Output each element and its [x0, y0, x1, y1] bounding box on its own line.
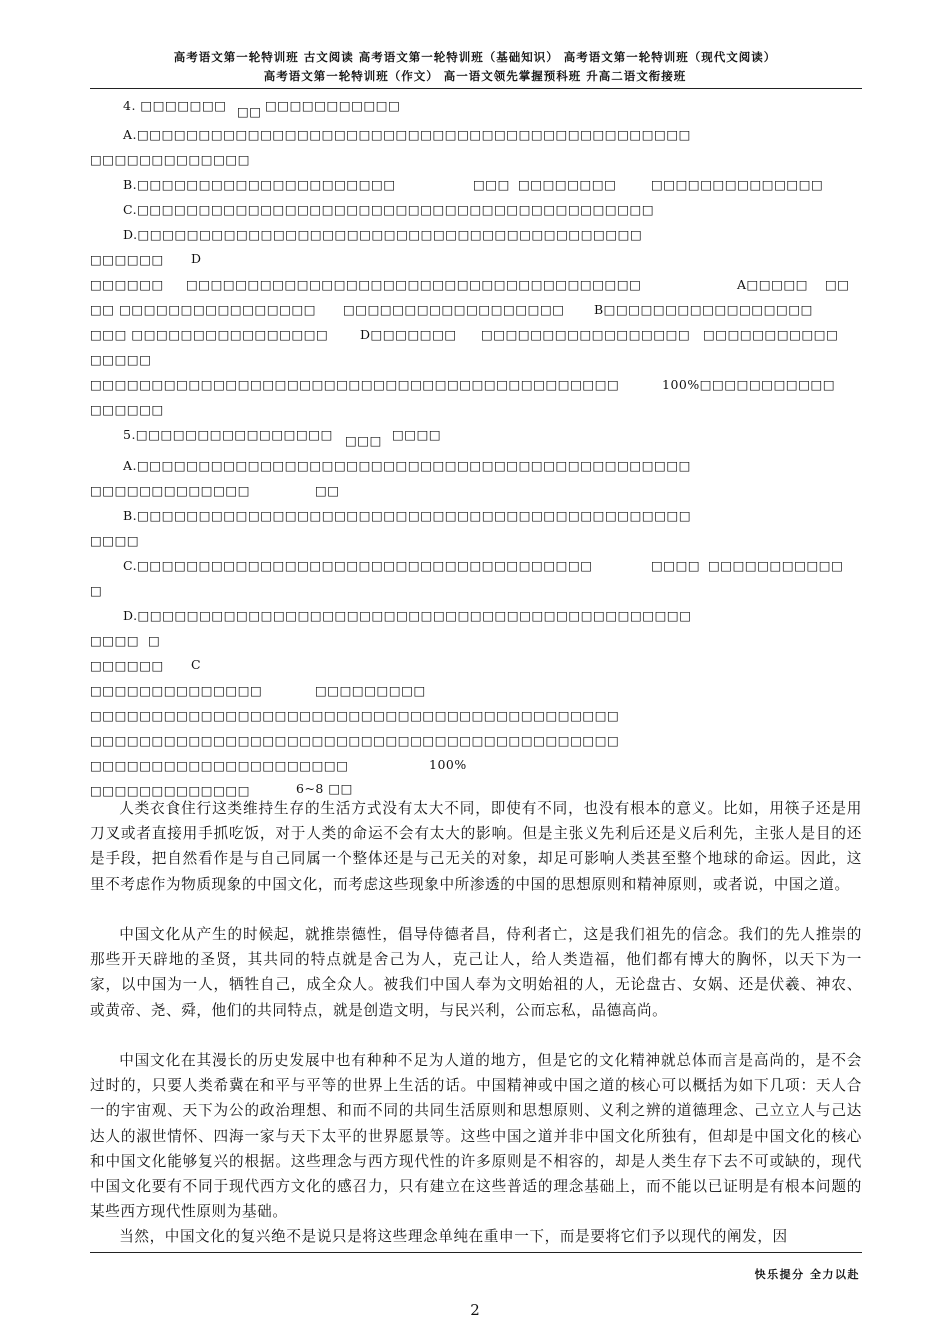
garbled-text-line: 6~8 □□ [296, 781, 353, 796]
garbled-text-line: □□ □□□□□□□□□□□□□□□□ [90, 302, 317, 317]
garbled-text-line: □□□□□□□□□□□□□□□□□□ [343, 302, 565, 317]
garbled-text-line: □□□□□□ [90, 252, 164, 267]
garbled-text-line: □□□□□□□□□□□□□□□□□□□□□□□□□□□□□□□□□□□□□□□□□□□ [90, 733, 620, 748]
garbled-text-line: □□□□ [651, 558, 701, 573]
body-paragraph-3: 中国文化在其漫长的历史发展中也有种种不足为人道的地方，但是它的文化精神就总体而言是高尚的，是不会过时的，只要人类希冀在和平与平等的世界上生活的话。中国精神或中国之道的核心可以概括为如下几项：天人合一的宇宙观、天下为公的政治理想、和而不同的共同生活原则和思想原则、义利之辨的道德理念、己立立人与己达达人的淑世情怀、四海一家与天下太平的世界愿景等。这些中国之道并非中国文化所独有，但却是中国文化的核心和中国文化能够复兴的根据。这些理念与西方现代性的许多原则是不相容的，却是人类生存下去不可或缺的，现代中国文化要有不同于现代西方文化的感召力，只有建立在这些普适的理念基础上，而不能以已证明是有根本问题的某些西方现代性原则为基础。 [90, 1052, 862, 1221]
garbled-text-line: □ [148, 633, 161, 648]
garbled-text-line: A.□□□□□□□□□□□□□□□□□□□□□□□□□□□□□□□□□□□□□□□□□□□□□ [123, 127, 691, 142]
page-number: 2 [470, 1301, 480, 1319]
garbled-text-line: □□□□□□□□□□□□□□□□□ [481, 327, 691, 342]
footer-slogan: 快乐提分 全力以赴 [754, 1268, 860, 1281]
garbled-text-line: □□□□□ [90, 352, 152, 367]
header-rule [90, 88, 862, 89]
body-paragraph-2: 中国文化从产生的时候起，就推崇德性，倡导侍德者昌，侍利者亡，这是我们祖先的信念。我们的先人推崇的那些开天辟地的圣贤，其共同的特点就是舍己为人，克己让人，给人类造福，他们都有博大的胸怀，以天下为一家，以中国为一人，牺牲自己，成全众人。被我们中国人奉为文明始祖的人，无论盘古、女娲、还是伏羲、神农、或黄帝、尧、舜，他们的共同特点，就是创造文明，与民兴利，公而忘私，品德高尚。 [90, 926, 862, 1019]
garbled-text-line: □□□□□□□□□□□□□□□□□□□□□□□□□□□□□□□□□□□□□□□□□□□ [90, 377, 620, 392]
body-paragraph-1: 人类衣食住行这类维持生存的生活方式没有太大不同，即使有不同，也没有根本的意义。比如，用筷子还是用刀叉或者直接用手抓吃饭，对于人类的命运不会有太大的影响。但是主张义先利后还是义后利先，主张人是目的还是手段，把自然看作是与自己同属一个整体还是与己无关的对象，却足可影响人类甚至整个地球的命运。因此，这里不考虑作为物质现象的中国文化，而考虑这些现象中所渗透的中国的思想原则和精神原则，或者说，中国之道。 [90, 800, 862, 893]
garbled-text-line: □□□□□□□□□ [315, 683, 426, 698]
garbled-text-line: □□□□□□□□□□□□□ [90, 152, 251, 167]
garbled-text-line: □□□□□□ [90, 277, 164, 292]
garbled-text-line: □□ [825, 277, 850, 292]
footer-rule [90, 1252, 862, 1253]
garbled-text-line: A.□□□□□□□□□□□□□□□□□□□□□□□□□□□□□□□□□□□□□□□□□□□□□ [123, 458, 691, 473]
garbled-text-line: □□□□□□□□□□□□□□□□□□□□□ [90, 758, 349, 773]
garbled-text-line: □□□□□□ [90, 658, 164, 673]
garbled-text-line: □ [90, 583, 103, 598]
garbled-text-line: B.□□□□□□□□□□□□□□□□□□□□□□□□□□□□□□□□□□□□□□□□□□□□□ [123, 508, 692, 523]
garbled-text-line: □□□□□□□□□□□□□□ [651, 177, 824, 192]
garbled-text-line: □□□□□□□□□□□□□□ [90, 683, 263, 698]
body-paragraph-4: 当然，中国文化的复兴绝不是说只是将这些理念单纯在重申一下，而是要将它们予以现代的阐发，因 [119, 1228, 788, 1245]
garbled-text-line: C [191, 657, 202, 672]
garbled-text-line: B.□□□□□□□□□□□□□□□□□□□□□ [123, 177, 396, 192]
header-line-2: 高考语文第一轮特训班（作文） 高一语文领先掌握预科班 升高二语文衔接班 [263, 69, 687, 83]
garbled-text-line: □□□□□□ [90, 402, 164, 417]
garbled-text-line: D [191, 251, 202, 266]
garbled-text-line: □□□□□□□□□□□□□□□□□□□□□□□□□□□□□□□□□□□□□ [186, 277, 642, 292]
garbled-text-line: D.□□□□□□□□□□□□□□□□□□□□□□□□□□□□□□□□□□□□□□□□□ [123, 227, 643, 242]
garbled-text-line: □□□□□□□□ [518, 177, 617, 192]
garbled-text-line: □□□□□□□□□□□□□ [90, 483, 251, 498]
garbled-text-line: D.□□□□□□□□□□□□□□□□□□□□□□□□□□□□□□□□□□□□□□□□□□□□□ [123, 608, 692, 623]
garbled-text-line: □□ [237, 104, 262, 119]
garbled-text-line: □□□□ [90, 633, 140, 648]
garbled-text-line: A□□□□□ [737, 277, 809, 292]
garbled-text-line: 5.□□□□□□□□□□□□□□□□ [123, 427, 333, 442]
garbled-text-line: □□□ [345, 433, 382, 448]
garbled-text-line: □□□□ [90, 533, 140, 548]
garbled-text-line: 100%□□□□□□□□□□□ [662, 377, 836, 392]
garbled-text-line: □□ [315, 483, 340, 498]
garbled-text-line: 4. □□□□□□□ [123, 98, 227, 113]
header-line-1: 高考语文第一轮特训班 古文阅读 高考语文第一轮特训班（基础知识） 高考语文第一轮特训班（现代文阅读） [173, 50, 777, 64]
garbled-text-line: □□□ □□□□□□□□□□□□□□□□ [90, 327, 329, 342]
garbled-text-line: □□□□□□□□□□□ [708, 558, 844, 573]
garbled-text-line: □□□□□□□□□□□□□□□□□□□□□□□□□□□□□□□□□□□□□□□□□□□ [90, 708, 620, 723]
garbled-text-line: □□□□□□□□□□□ [703, 327, 839, 342]
garbled-text-line: C.□□□□□□□□□□□□□□□□□□□□□□□□□□□□□□□□□□□□□□□□□□ [123, 202, 655, 217]
garbled-text-line: B□□□□□□□□□□□□□□□□□ [594, 302, 813, 317]
garbled-text-line: 100% [429, 757, 467, 772]
garbled-text-line: C.□□□□□□□□□□□□□□□□□□□□□□□□□□□□□□□□□□□□□ [123, 558, 593, 573]
garbled-text-line: □□□□□□□□□□□□□ [90, 783, 251, 798]
garbled-text-line: □□□ [473, 177, 510, 192]
garbled-text-line: D□□□□□□□ [360, 327, 457, 342]
garbled-text-line: □□□□□□□□□□□ [265, 98, 401, 113]
garbled-text-line: □□□□ [392, 427, 442, 442]
